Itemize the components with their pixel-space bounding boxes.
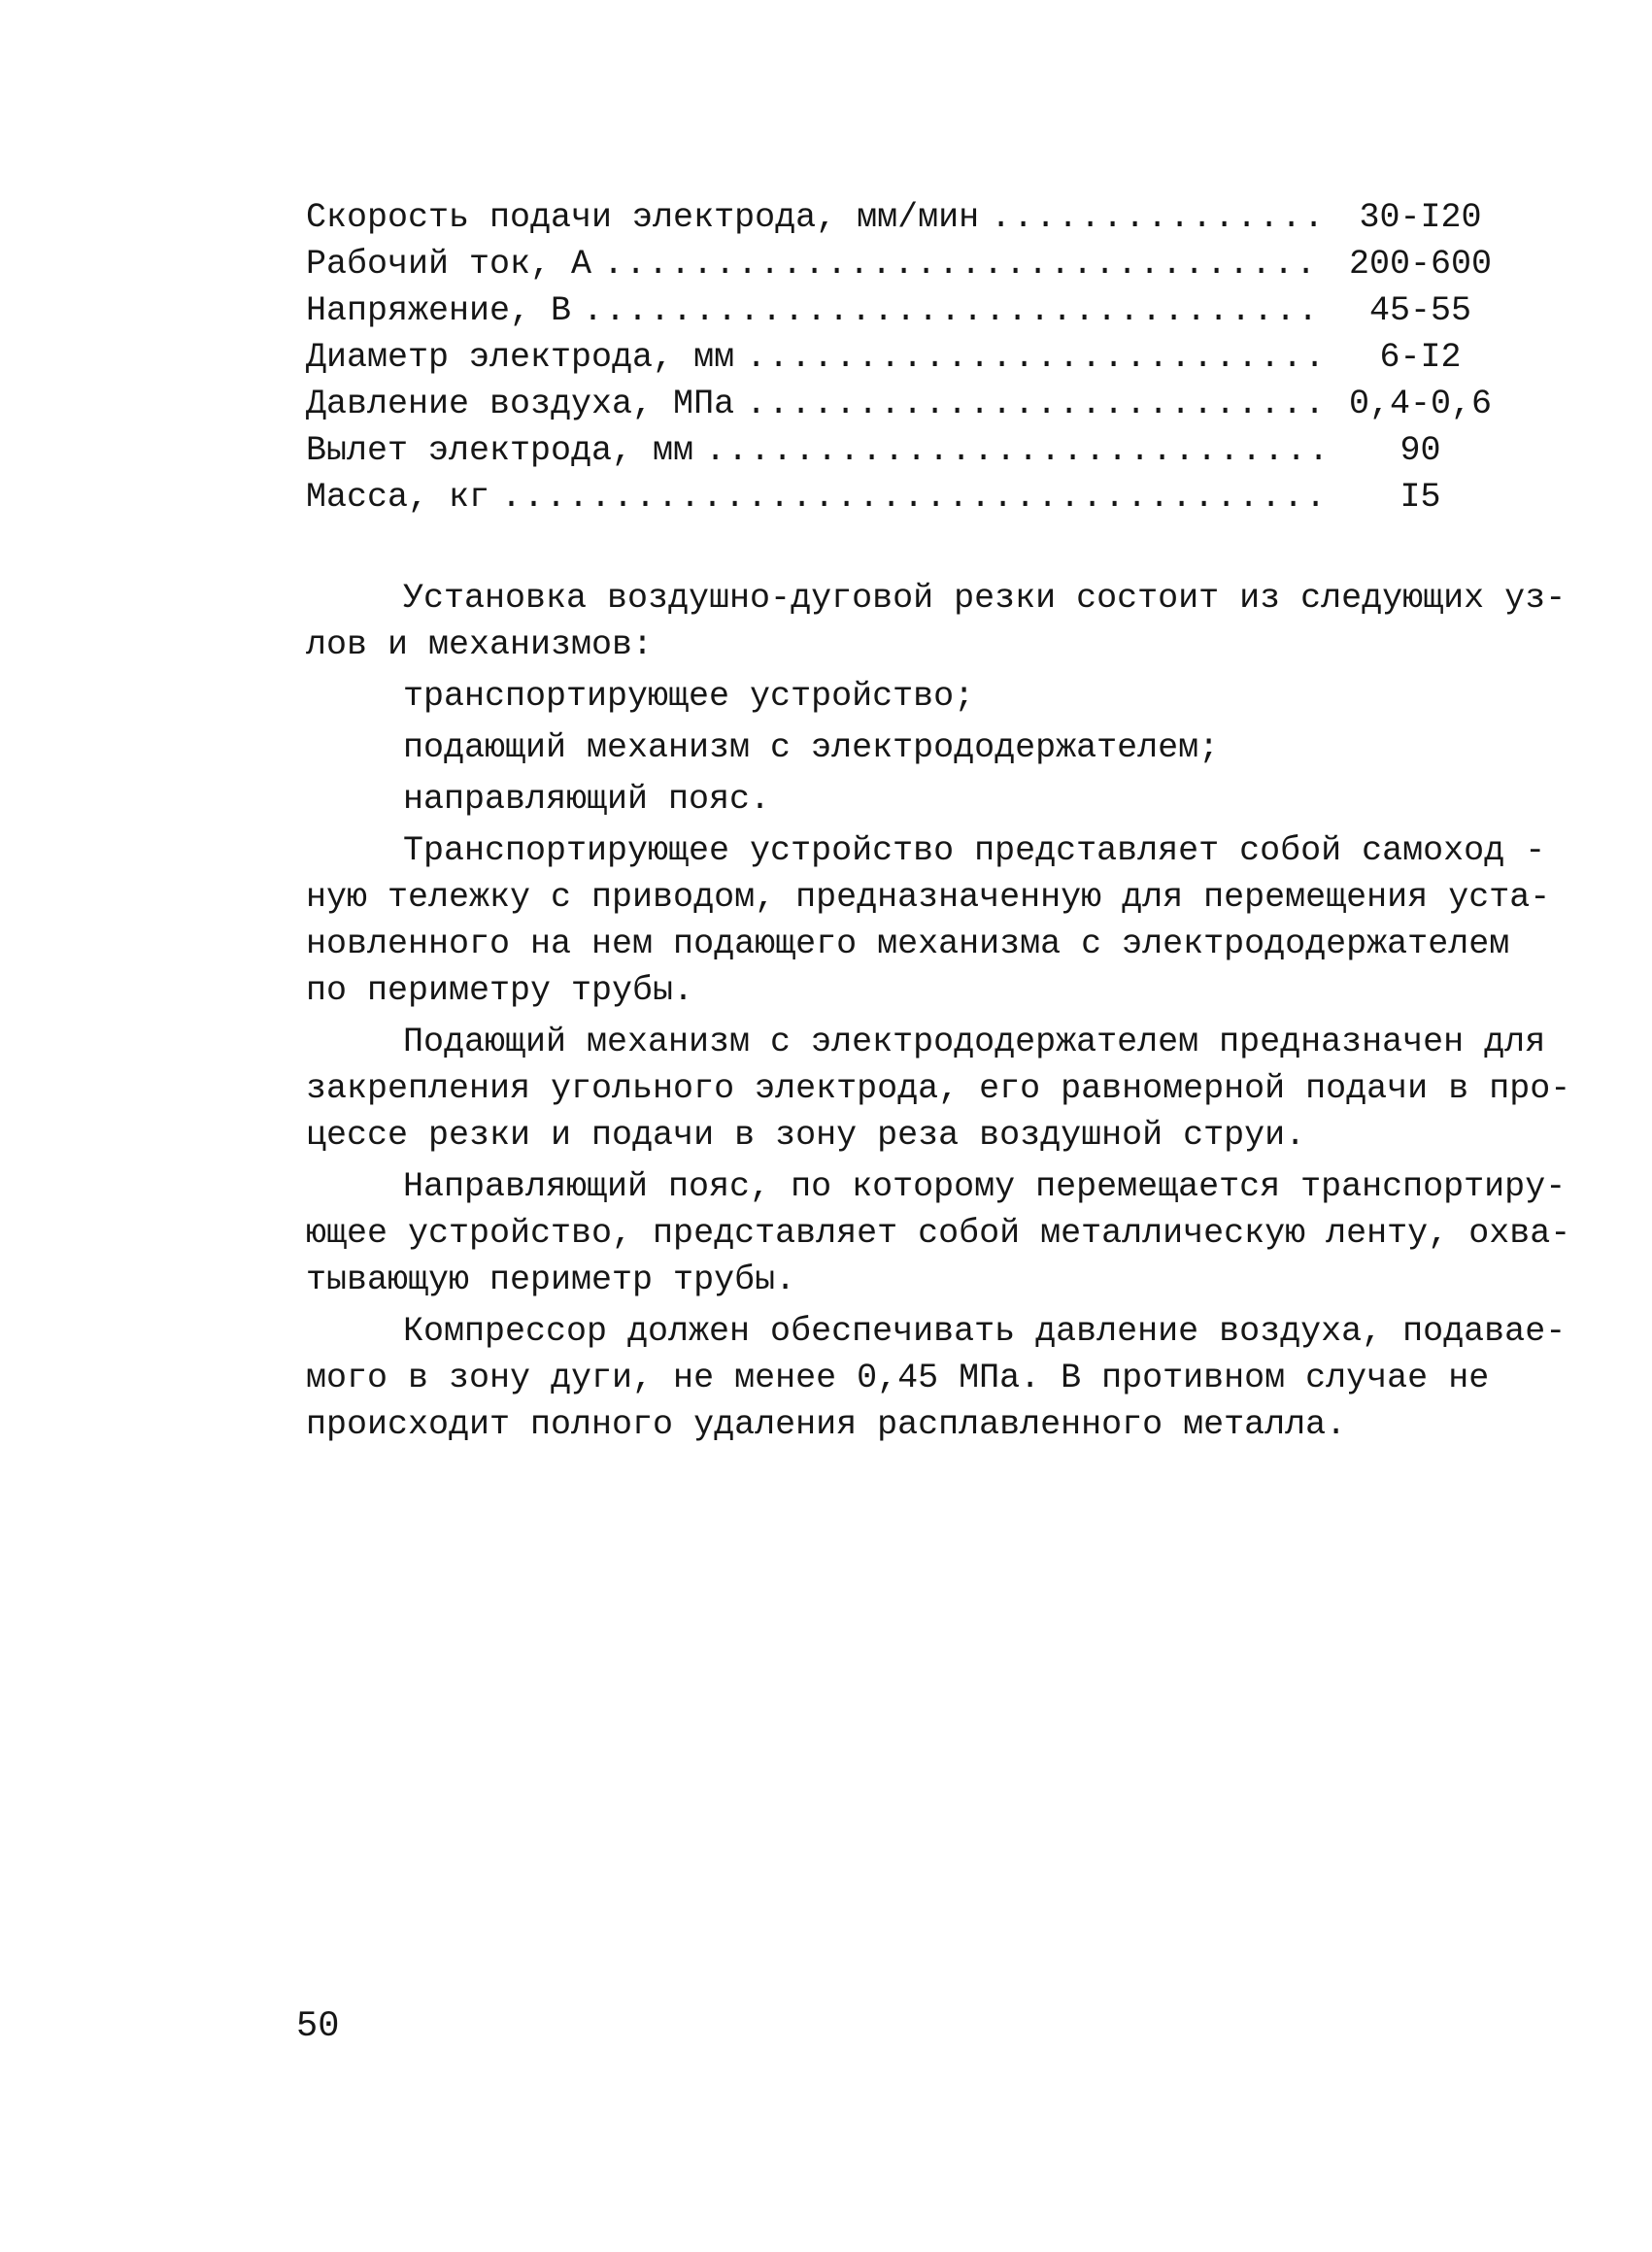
spec-label: Напряжение, В xyxy=(306,291,572,330)
paragraph-line: тывающую периметр трубы. xyxy=(306,1260,796,1299)
dot-leader xyxy=(991,194,1322,241)
spec-row xyxy=(306,334,1505,381)
paragraph-line: новленного на нем подающего механизма с электрододержателем xyxy=(306,924,1510,963)
paragraph-line: по периметру трубы. xyxy=(306,971,694,1010)
spec-value: 45-55 xyxy=(1368,291,1472,330)
paragraph-line: Компрессор должен обеспечивать давление воздуха, подавае- xyxy=(403,1312,1567,1351)
body-text xyxy=(306,575,1571,1448)
spec-label: Диаметр электрода, мм xyxy=(306,338,735,377)
spec-label: Давление воздуха, МПа xyxy=(306,385,735,423)
dot-leader xyxy=(746,381,1322,427)
spec-value: 30-I20 xyxy=(1359,198,1482,237)
dot-leader xyxy=(705,427,1322,474)
spec-row xyxy=(306,194,1505,241)
spec-row xyxy=(306,287,1505,334)
paragraph-line: ную тележку с приводом, предназначенную для перемещения уста- xyxy=(306,878,1551,917)
spec-value: 6-I2 xyxy=(1379,338,1462,377)
page-number: 50 xyxy=(296,2006,340,2047)
paragraph-line: Установка воздушно-дуговой резки состоит из следующих уз- xyxy=(403,579,1567,618)
spec-row xyxy=(306,241,1505,287)
spec-label: Вылет электрода, мм xyxy=(306,431,694,470)
spec-label: Скорость подачи электрода, мм/мин xyxy=(306,198,980,237)
paragraph-line: закрепления угольного электрода, его равномерной подачи в про- xyxy=(306,1069,1571,1108)
paragraph-line: цессе резки и подачи в зону реза воздушной струи. xyxy=(306,1116,1306,1155)
dot-leader xyxy=(746,334,1322,381)
spec-row xyxy=(306,381,1505,427)
paragraph-line: Подающий механизм с электрододержателем предназначен для xyxy=(403,1023,1546,1061)
spec-label: Рабочий ток, А xyxy=(306,245,592,284)
spec-row xyxy=(306,474,1505,521)
spec-label: Масса, кг xyxy=(306,478,490,517)
paragraph-line: Транспортирующее устройство представляет собой самоход - xyxy=(403,831,1546,870)
list-item: транспортирующее устройство; xyxy=(403,677,975,716)
paragraph-line: ющее устройство, представляет собой металлическую ленту, охва- xyxy=(306,1214,1571,1253)
dot-leader xyxy=(583,287,1322,334)
spec-value: I5 xyxy=(1399,478,1441,517)
specifications-list xyxy=(306,194,1505,521)
list-item: подающий механизм с электрододержателем; xyxy=(403,728,1220,767)
list-item: направляющий пояс. xyxy=(403,780,771,819)
spec-row xyxy=(306,427,1505,474)
paragraph-line: происходит полного удаления расплавленного металла. xyxy=(306,1405,1347,1444)
spec-value: 90 xyxy=(1399,431,1441,470)
paragraph-line: мого в зону дуги, не менее 0,45 МПа. В противном случае не xyxy=(306,1359,1490,1397)
spec-value: 200-600 xyxy=(1348,245,1493,284)
paragraph-line: лов и механизмов: xyxy=(306,625,654,664)
paragraph-line: Направляющий пояс, по которому перемещается транспортиру- xyxy=(403,1167,1567,1206)
dot-leader xyxy=(501,474,1322,521)
dot-leader xyxy=(603,241,1322,287)
spec-value: 0,4-0,6 xyxy=(1348,385,1493,423)
